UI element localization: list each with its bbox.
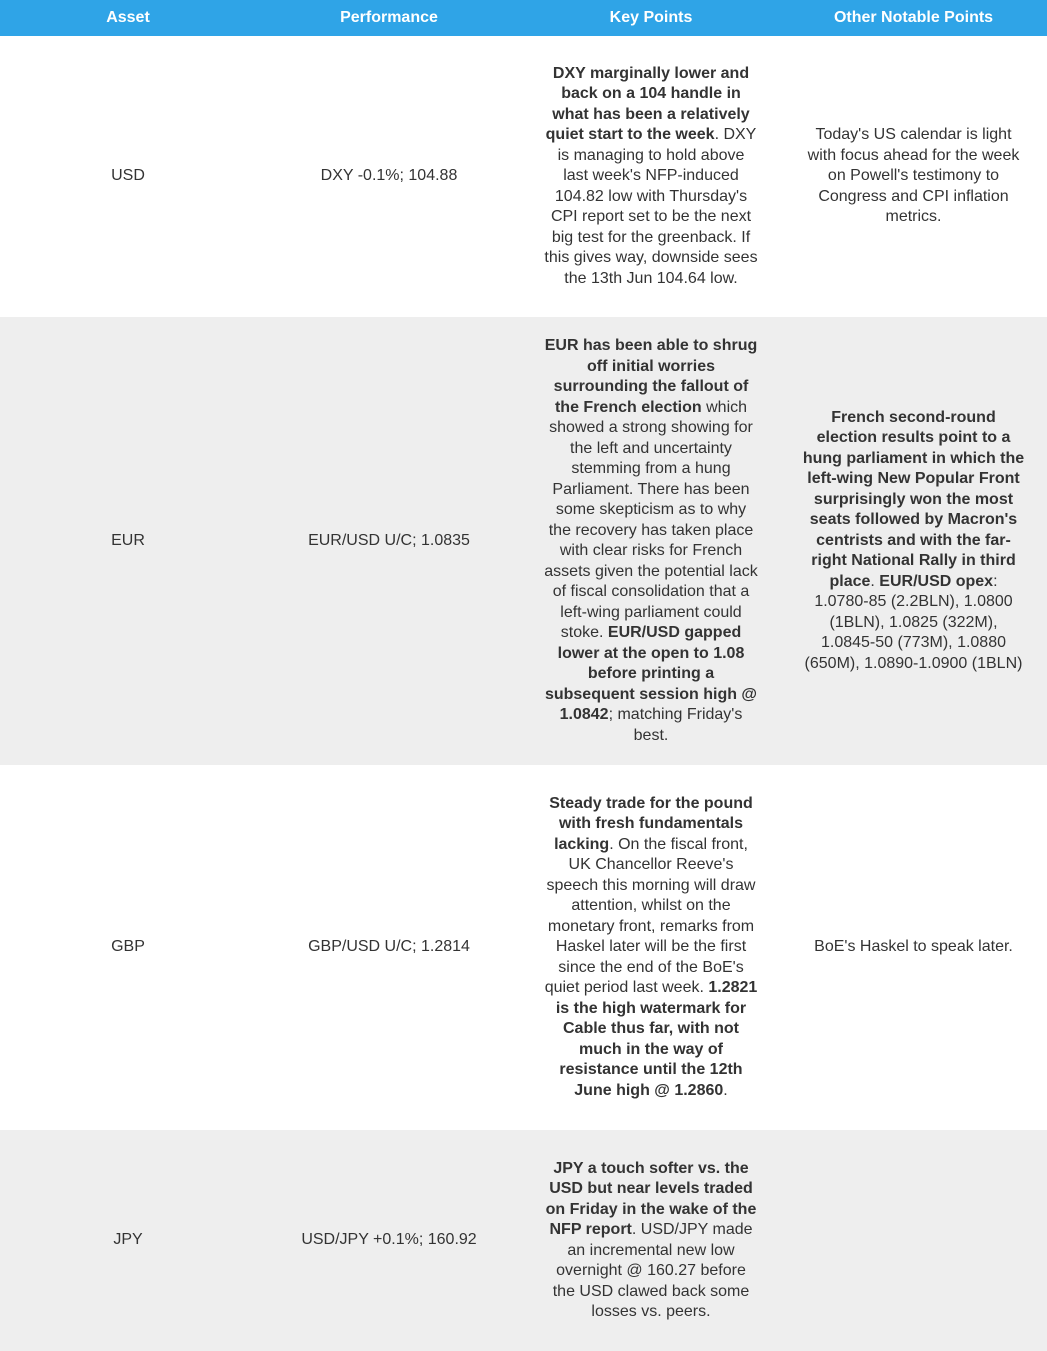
bold-text-segment: DXY marginally lower and back on a 104 handle in what has been a relatively quiet start to the week xyxy=(545,64,750,144)
table-row xyxy=(0,765,1047,1130)
other-points-cell xyxy=(780,36,1047,317)
header-other-points: Other Notable Points xyxy=(780,0,1047,36)
table-row xyxy=(0,317,1047,765)
header-key-points: Key Points xyxy=(522,0,780,36)
bold-text-segment: JPY a touch softer vs. the USD but near levels traded on Friday in the wake of the NFP report xyxy=(545,1159,757,1238)
performance-cell: EUR/USD U/C; 1.0835 xyxy=(256,317,522,765)
text-segment: . DXY is managing to hold above last week's NFP-induced 104.82 low with Thursday's CPI report set to be the next big test for the greenback. If this gives way, downside sees the 13th Jun 104.64 low. xyxy=(544,126,758,287)
performance-cell: DXY -0.1%; 104.88 xyxy=(320,167,458,185)
key-points-cell xyxy=(522,1130,780,1351)
asset-cell: EUR xyxy=(0,317,256,765)
text-segment: . USD/JPY made an incremental new low overnight @ 160.27 before the USD clawed back some losses vs. peers. xyxy=(552,1221,753,1320)
other-points-cell xyxy=(780,1130,1047,1351)
bold-text-segment: Steady trade for the pound with fresh fundamentals lacking xyxy=(549,794,753,853)
header-asset: Asset xyxy=(0,0,256,36)
bold-text-segment: EUR/USD opex xyxy=(879,572,994,590)
text-segment: Today's US calendar is light with focus ahead for the week on Powell's testimony to Congress and CPI inflation metrics. xyxy=(807,126,1020,226)
bold-text-segment: EUR/USD gapped lower at the open to 1.08 before printing a subsequent session high @ 1.0842 xyxy=(544,624,758,723)
text-segment: . xyxy=(723,1081,728,1099)
performance-cell: GBP/USD U/C; 1.2814 xyxy=(308,938,470,956)
key-points-cell xyxy=(522,317,780,765)
bold-text-segment: 1.2821 is the high watermark for Cable thus far, with not much in the way of resistance until the 12th June high @ 1.2860 xyxy=(555,979,758,1099)
asset-cell: USD xyxy=(111,167,145,185)
table-row xyxy=(0,36,1047,317)
other-points-cell xyxy=(780,765,1047,1130)
text-segment: . xyxy=(870,572,880,590)
text-segment: which showed a strong showing for the left and uncertainty stemming from a hung Parliament. There has been some skepticism as to why the recovery has taken place with clear risks for French assets given the potential lack of fiscal consolidation that a left-wing parliament could stoke. xyxy=(544,398,758,641)
bold-text-segment: French second-round election results point to a hung parliament in which the left-wing New Popular Front surprisingly won the most seats followed by Macron's centrists and with the far-right National Rally in third place xyxy=(802,408,1025,590)
text-segment: BoE's Haskel to speak later. xyxy=(814,938,1013,956)
text-segment: : 1.0780-85 (2.2BLN), 1.0800 (1BLN), 1.0825 (322M), 1.0845-50 (773M), 1.0880 (650M), 1.0890-1.0900 (1BLN) xyxy=(804,572,1023,672)
asset-cell: JPY xyxy=(0,1130,256,1351)
key-points-cell xyxy=(522,36,780,317)
header-performance: Performance xyxy=(256,0,522,36)
asset-cell: GBP xyxy=(111,938,145,956)
text-segment: ; matching Friday's best. xyxy=(608,706,743,744)
bold-text-segment: EUR has been able to shrug off initial worries surrounding the fallout of the French election xyxy=(544,337,758,416)
other-points-cell xyxy=(780,317,1047,765)
key-points-cell xyxy=(522,765,780,1130)
performance-cell: USD/JPY +0.1%; 160.92 xyxy=(256,1130,522,1351)
text-segment: . On the fiscal front, UK Chancellor Reeve's speech this morning will draw attention, whilst on the monetary front, remarks from Haskel later will be the first since the end of the BoE's quiet period last week. xyxy=(544,835,756,997)
table-row xyxy=(0,1130,1047,1351)
header-row xyxy=(0,0,1047,36)
